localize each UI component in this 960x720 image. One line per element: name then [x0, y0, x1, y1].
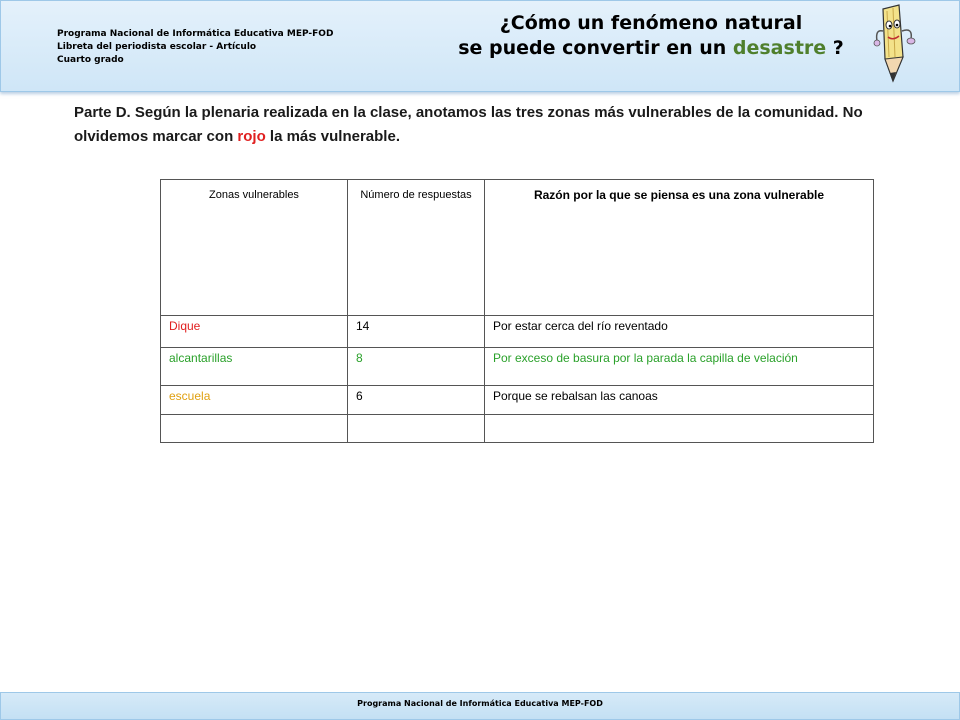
vulnerable-zones-table: [160, 179, 874, 443]
cell-reason: Porque se rebalsan las canoas: [485, 386, 874, 415]
org-line-program: Programa Nacional de Informática Educativa MEP-FOD: [57, 29, 334, 39]
instructions-pre: Parte D. Según la plenaria realizada en la clase, anotamos las tres zonas más vulnerables de la comunidad. No olvidemos marcar con: [74, 104, 863, 145]
footer-text: Programa Nacional de Informática Educativa MEP-FOD: [357, 699, 603, 708]
pencil-character-icon: [869, 1, 921, 89]
cell-zone: escuela: [161, 386, 348, 415]
title-line-2-post: ?: [826, 37, 844, 59]
org-line-grade: Cuarto grado: [57, 55, 124, 65]
cell-count: 14: [348, 316, 485, 348]
title-line-2: [441, 36, 861, 61]
title-accent-word: desastre: [732, 37, 827, 59]
instructions-red-word: rojo: [237, 128, 266, 145]
title-line-1: ¿Cómo un fenómeno natural: [499, 12, 803, 34]
cell-count: [348, 415, 485, 443]
table-row: [161, 386, 874, 415]
instructions-text: [74, 101, 934, 149]
table-header-row: [161, 180, 874, 316]
table-row: [161, 348, 874, 386]
table-row: [161, 415, 874, 443]
header-reason: Razón por la que se piensa es una zona vulnerable: [485, 180, 874, 316]
cell-zone: alcantarillas: [161, 348, 348, 386]
instructions-post: la más vulnerable.: [265, 128, 400, 145]
cell-zone: Dique: [161, 316, 348, 348]
cell-zone: [161, 415, 348, 443]
org-info: [57, 28, 333, 67]
header-zones: Zonas vulnerables: [161, 180, 348, 316]
title-line-2-pre: se puede convertir en un: [458, 37, 733, 59]
cell-reason: [485, 415, 874, 443]
org-line-notebook: Libreta del periodista escolar - Artículo: [57, 42, 257, 52]
cell-count: 6: [348, 386, 485, 415]
header-banner: [0, 0, 960, 92]
cell-reason: Por estar cerca del río reventado: [485, 316, 874, 348]
footer-banner: [0, 692, 960, 720]
header-count: Número de respuestas: [348, 180, 485, 316]
cell-count: 8: [348, 348, 485, 386]
cell-reason: Por exceso de basura por la parada la capilla de velación: [485, 348, 874, 386]
table-row: [161, 316, 874, 348]
page-title: [441, 11, 861, 61]
